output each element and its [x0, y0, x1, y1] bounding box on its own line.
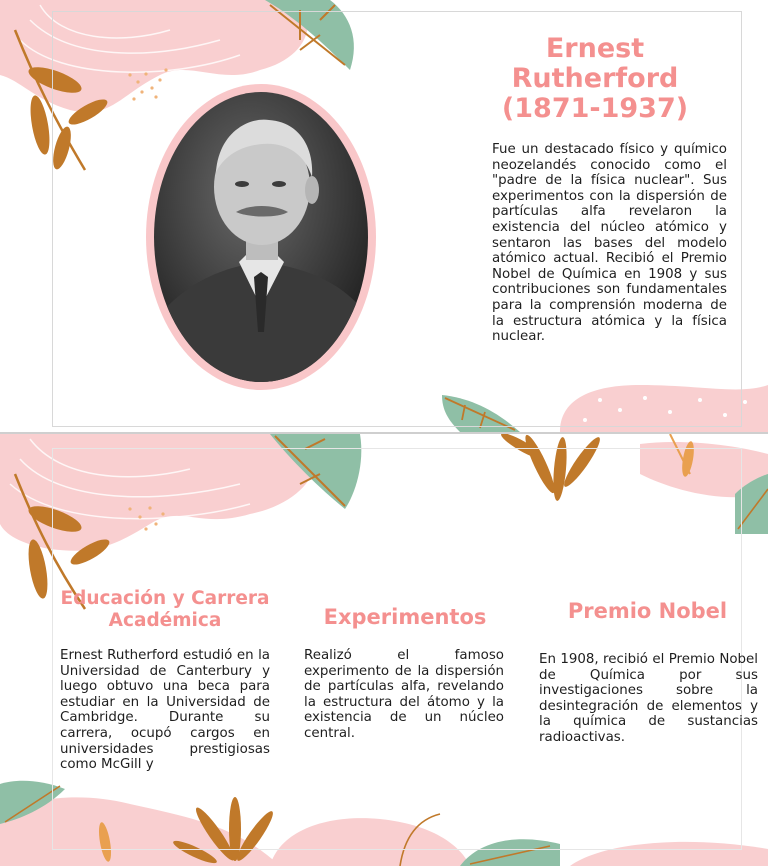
section-text-experiments: Realizó el famoso experimento de la dispersión de partículas alfa, revelando la estructura del átomo y la existencia de un núcleo central. [304, 648, 504, 741]
slide-rutherford-intro [0, 0, 768, 432]
page-title: Ernest Rutherford (1871-1937) [501, 33, 689, 125]
rutherford-portrait-image [154, 92, 368, 382]
section-heading-experiments: Experimentos [323, 605, 487, 629]
biography-text: Fue un destacado físico y químico neozelandés conocido como el "padre de la física nuclear". Sus experimentos con la dispersión de partículas alfa revelaron la existencia del núcleo atómico y sentaron las bases del modelo atómico actual. Recibió el Premio Nobel de Química en 1908 y sus contribuciones son fundamentales para la comprensión moderna de la estructura atómica y la física nuclear. [492, 142, 727, 345]
slide-rutherford-details [0, 434, 768, 866]
section-heading-education: Educación y Carrera Académica [60, 588, 270, 631]
portrait-frame [146, 84, 376, 390]
section-text-clip [60, 648, 270, 774]
section-text-education: Ernest Rutherford estudió en la Universidad de Canterbury y luego obtuvo una beca para estudiar en la Universidad de Cambridge. Durante su carrera, ocupó cargos en universidades prestigiosas como McGill y [60, 648, 270, 773]
section-heading-nobel: Premio Nobel [567, 599, 728, 623]
section-text-nobel: En 1908, recibió el Premio Nobel de Química por sus investigaciones sobre la desintegración de elementos y la química de sustancias radioactivas. [539, 652, 758, 745]
